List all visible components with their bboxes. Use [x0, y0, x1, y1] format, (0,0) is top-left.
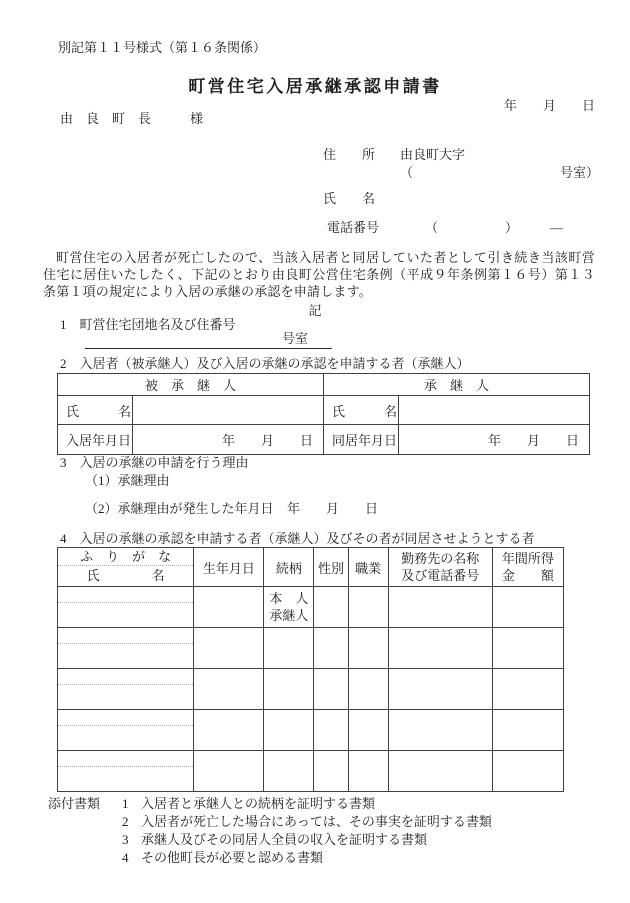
phone-dash: —: [550, 220, 563, 235]
section1-heading: 1 町営住宅団地名及び住番号: [60, 317, 236, 332]
household-row-5: [58, 751, 564, 792]
attachment-item-text: 入居者が死亡した場合にあっては、その事実を証明する書類: [141, 814, 492, 829]
address-label: 住 所: [323, 147, 376, 162]
phone-label: 電話番号: [327, 220, 380, 235]
attachment-item-text: その他町長が必要と認める書類: [141, 850, 324, 865]
date-placeholder: 年 月 日: [503, 98, 595, 113]
name-field: [58, 628, 194, 669]
unit-room-label: 号室: [281, 331, 308, 346]
income-field: [492, 628, 563, 669]
income-field: [492, 669, 563, 710]
estate-name-field: [85, 331, 332, 349]
income-field: [492, 587, 563, 628]
addressee: 由 良 町 長 様: [60, 111, 204, 126]
col-header-workplace: 勤務先の名称 及び電話番号: [388, 548, 492, 587]
name-field: [58, 710, 194, 751]
occupation-field: [348, 710, 388, 751]
sex-field: [314, 669, 348, 710]
sex-field: [314, 710, 348, 751]
successor-header: 承 継 人: [324, 374, 590, 396]
application-paragraph: 町営住宅の入居者が死亡したので、当該入居者と同居していた者として引き続き当該町営住宅に居住いたしたく、下記のとおり由良町公営住宅条例（平成９年条例第１６号）第１３条第１項の規定により入居の承継の承認を申請します。: [43, 250, 595, 299]
predecessor-header: 被 承 継 人: [58, 374, 324, 396]
household-table: [57, 547, 564, 792]
relation-field: [264, 710, 314, 751]
sex-field: [314, 751, 348, 792]
succession-table: [57, 373, 590, 455]
occupation-field: [348, 751, 388, 792]
section3-heading: 3 入居の承継の申請を行う理由: [60, 455, 249, 470]
reason-date-label: （2）承継理由が発生した年月日: [85, 501, 274, 516]
relation-field: [264, 669, 314, 710]
name-field: [58, 751, 194, 792]
section2-heading: 2 入居者（被承継人）及び入居の承継の承認を申請する者（承継人）: [60, 356, 470, 371]
col-header-relation: 続柄: [264, 548, 314, 587]
workplace-field: [388, 669, 492, 710]
relation-field: 本 人 承継人: [264, 587, 314, 628]
income-field: [492, 710, 563, 751]
successor-name-label: 氏 名: [324, 396, 399, 425]
workplace-field: [388, 751, 492, 792]
occupation-field: [348, 669, 388, 710]
relation-field: [264, 751, 314, 792]
workplace-field: [388, 587, 492, 628]
workplace-field: [388, 628, 492, 669]
attachments-label: 添付書類: [48, 796, 101, 811]
ki-heading: 記: [308, 303, 322, 318]
address-room-paren-close: 号室）: [560, 165, 600, 180]
col-header-occupation: 職業: [348, 548, 388, 587]
attachment-item-num: 2: [122, 814, 129, 829]
predecessor-name-label: 氏 名: [58, 396, 133, 425]
birthdate-field: [194, 587, 264, 628]
predecessor-name-field: [133, 396, 324, 425]
attachment-item-text: 入居者と承継人との続柄を証明する書類: [141, 796, 376, 811]
reason-date-field: 年 月 日: [287, 501, 379, 516]
succession-reason-label: （1）承継理由: [85, 473, 170, 488]
household-row-2: [58, 628, 564, 669]
applicant-name-label: 氏 名: [323, 191, 376, 206]
phone-paren-close: ）: [505, 220, 519, 235]
name-field: [58, 587, 194, 628]
birthdate-field: [194, 628, 264, 669]
successor-name-field: [399, 396, 590, 425]
cohabit-date-label: 同居年月日: [324, 425, 399, 455]
form-number: 別記第１１号様式（第１６条関係）: [58, 40, 267, 55]
workplace-field: [388, 710, 492, 751]
address-paren-open: （: [400, 165, 414, 180]
form-title: 町営住宅入居承継承認申請書: [188, 77, 442, 96]
household-row-3: [58, 669, 564, 710]
sex-field: [314, 587, 348, 628]
move-in-date-field: 年 月 日: [133, 425, 324, 455]
occupation-field: [348, 587, 388, 628]
address-value: 由良町大字: [400, 147, 466, 162]
relation-field: [264, 628, 314, 669]
income-field: [492, 751, 563, 792]
name-field: [58, 669, 194, 710]
col-header-sex: 性別: [314, 548, 348, 587]
household-row-1: [58, 587, 564, 628]
attachment-item-text: 承継人及びその同居人全員の収入を証明する書類: [141, 832, 428, 847]
attachment-item-num: 4: [122, 850, 129, 865]
move-in-date-label: 入居年月日: [58, 425, 133, 455]
cohabit-date-field: 年 月 日: [399, 425, 590, 455]
attachment-item-num: 3: [122, 832, 129, 847]
phone-paren-open: （: [425, 220, 439, 235]
col-header-furigana: ふ り が な: [58, 548, 193, 566]
birthdate-field: [194, 751, 264, 792]
sex-field: [314, 628, 348, 669]
occupation-field: [348, 628, 388, 669]
birthdate-field: [194, 710, 264, 751]
col-header-birthdate: 生年月日: [194, 548, 264, 587]
household-row-4: [58, 710, 564, 751]
section4-heading: 4 入居の承継の承認を申請する者（承継人）及びその者が同居させようとする者: [60, 531, 535, 546]
col-header-name: ふ り が な 氏 名: [58, 548, 194, 587]
col-header-income: 年間所得 金 額: [492, 548, 563, 587]
birthdate-field: [194, 669, 264, 710]
attachment-item-num: 1: [122, 796, 129, 811]
